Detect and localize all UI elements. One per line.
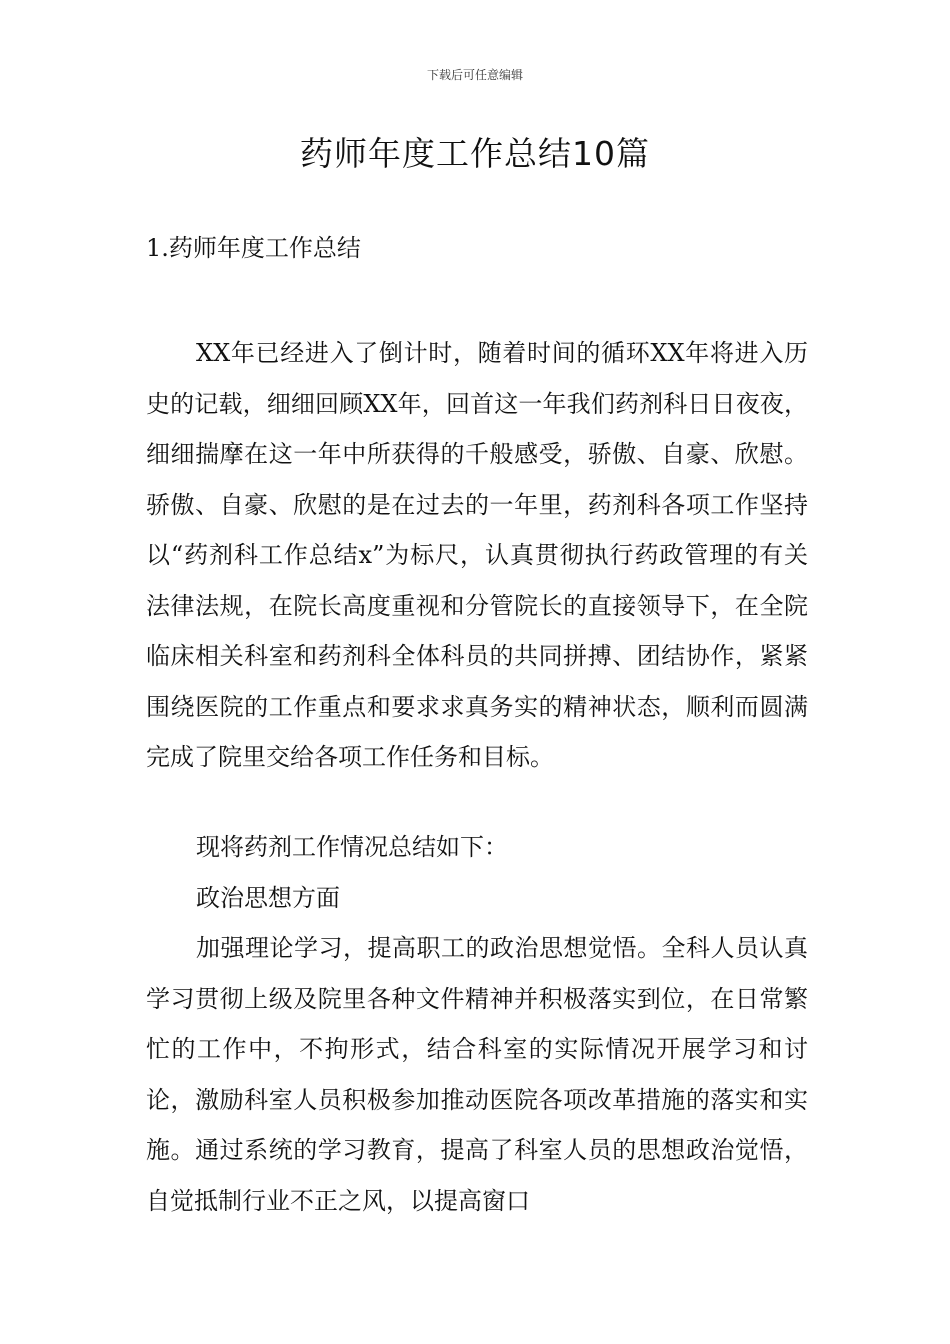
document-title: 药师年度工作总结10篇 <box>300 134 650 173</box>
paragraph-theory-study: 加强理论学习，提高职工的政治思想觉悟。全科人员认真学习贯彻上级及院里各种文件精神并积极落实到位，在日常繁忙的工作中，不拘形式，结合科室的实际情况开展学习和讨论，激励科室人员积极参加推动医院各项改革措施的落实和实施。通过系统的学习教育，提高了科室人员的思想政治觉悟，自觉抵制行业不正之风，以提高窗口 <box>146 934 808 1215</box>
paragraph-intro: XX年已经进入了倒计时，随着时间的循环XX年将进入历史的记载，细细回顾XX年，回首这一年我们药剂科日日夜夜，细细揣摩在这一年中所获得的千般感受，骄傲、自豪、欣慰。骄傲、自豪、欣慰的是在过去的一年里，药剂科各项工作坚持以“药剂科工作总结x”为标尺，认真贯彻执行药政管理的有关法律法规，在院长高度重视和分管院长的直接领导下，在全院临床相关科室和药剂科全体科员的共同拼搏、团结协作，紧紧围绕医院的工作重点和要求求真务实的精神状态，顺利而圆满完成了院里交给各项工作任务和目标。 <box>146 339 808 771</box>
subheading-political-thought: 政治思想方面 <box>196 884 340 912</box>
paragraph-summary-lead: 现将药剂工作情况总结如下： <box>196 833 508 861</box>
section-heading: 1.药师年度工作总结 <box>146 234 361 262</box>
page-header-note: 下载后可任意编辑 <box>426 68 523 82</box>
